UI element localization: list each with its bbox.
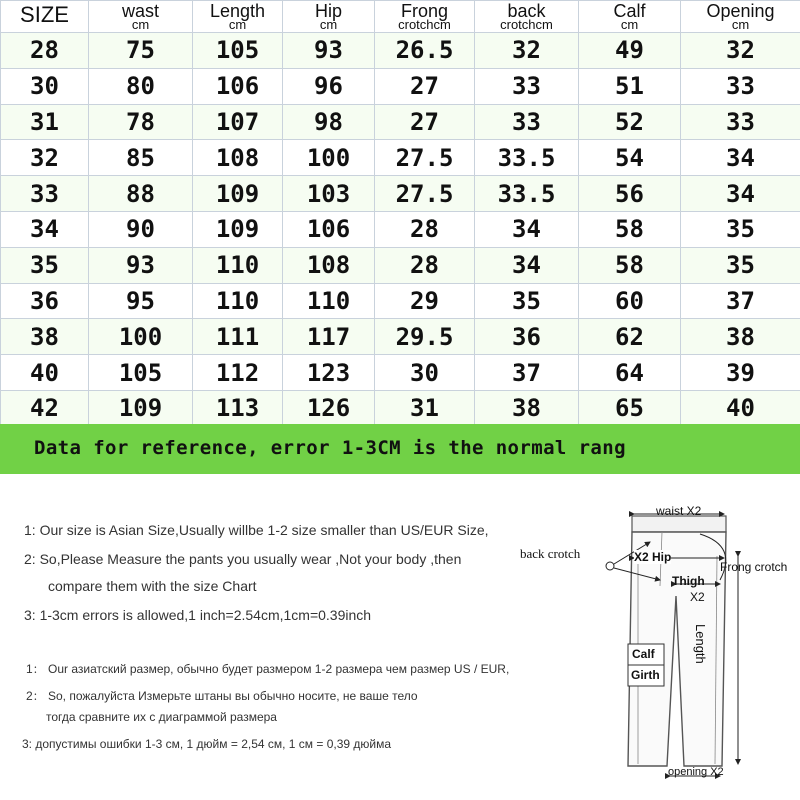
- table-cell: 26.5: [375, 33, 475, 69]
- note-ru-3: 3: допустимы ошибки 1-3 см, 1 дюйм = 2,54 см, 1 см = 0,39 дюйма: [22, 737, 392, 751]
- header-label: Calf: [613, 1, 646, 21]
- table-cell: 33.5: [475, 140, 579, 176]
- header-calf: [579, 1, 681, 33]
- table-row: [1, 247, 800, 283]
- table-header-row: [1, 1, 800, 33]
- label-opening: opening X2: [668, 766, 724, 778]
- table-cell: 111: [193, 319, 283, 355]
- note-en-1: 1: Our size is Asian Size,Usually willbe 1-2 size smaller than US/EUR Size,: [24, 522, 489, 538]
- table-cell: 36: [475, 319, 579, 355]
- table-cell: 35: [1, 247, 89, 283]
- note-en-3: 3: 1-3cm errors is allowed,1 inch=2.54cm,1cm=0.39inch: [24, 607, 372, 623]
- header-waist: [89, 1, 193, 33]
- table-cell: 32: [1, 140, 89, 176]
- back-crotch-marker: [606, 562, 614, 570]
- note-ru-2: 2： So, пожалуйста Измерьте штаны вы обычно носите, не ваше тело: [26, 689, 418, 703]
- table-cell: 103: [283, 176, 375, 212]
- table-cell: 29: [375, 283, 475, 319]
- table-cell: 28: [375, 247, 475, 283]
- label-back-crotch: back crotch: [520, 546, 581, 561]
- header-length: [193, 1, 283, 33]
- table-cell: 88: [89, 176, 193, 212]
- label-front-crotch: Frong crotch: [720, 560, 788, 574]
- table-cell: 31: [375, 390, 475, 426]
- table-cell: 109: [193, 176, 283, 212]
- reference-banner: [0, 424, 800, 474]
- table-cell: 51: [579, 68, 681, 104]
- table-cell: 109: [193, 211, 283, 247]
- table-cell: 29.5: [375, 319, 475, 355]
- waistband-shape: [632, 516, 726, 532]
- table-cell: 109: [89, 390, 193, 426]
- note-ru-1: 1： Our азиатский размер, обычно будет размером 1-2 размера чем размер US / EUR,: [26, 662, 510, 676]
- header-unit: crotchcm: [398, 17, 451, 32]
- table-cell: 28: [1, 33, 89, 69]
- header-label: wast: [121, 1, 159, 21]
- table-cell: 90: [89, 211, 193, 247]
- header-label: Hip: [314, 1, 342, 21]
- table-cell: 108: [283, 247, 375, 283]
- table-row: [1, 211, 800, 247]
- table-cell: 33: [681, 104, 800, 140]
- table-cell: 113: [193, 390, 283, 426]
- table-cell: 39: [681, 355, 800, 391]
- table-cell: 56: [579, 176, 681, 212]
- table-cell: 34: [681, 176, 800, 212]
- table-cell: 105: [193, 33, 283, 69]
- table-body: [1, 33, 800, 427]
- table-cell: 35: [681, 247, 800, 283]
- table-cell: 60: [579, 283, 681, 319]
- table-cell: 96: [283, 68, 375, 104]
- table-cell: 95: [89, 283, 193, 319]
- table-cell: 30: [375, 355, 475, 391]
- table-cell: 112: [193, 355, 283, 391]
- table-cell: 64: [579, 355, 681, 391]
- table-row: [1, 319, 800, 355]
- table-cell: 108: [193, 140, 283, 176]
- table-cell: 52: [579, 104, 681, 140]
- pants-outline-graphic: [510, 496, 800, 786]
- table-cell: 54: [579, 140, 681, 176]
- table-cell: 78: [89, 104, 193, 140]
- table-cell: 100: [283, 140, 375, 176]
- table-cell: 110: [193, 247, 283, 283]
- table-cell: 34: [681, 140, 800, 176]
- label-thigh-x2: X2: [690, 590, 705, 604]
- table-cell: 98: [283, 104, 375, 140]
- table-cell: 40: [1, 355, 89, 391]
- table-cell: 42: [1, 390, 89, 426]
- table-cell: 33: [475, 68, 579, 104]
- banner-text: Data for reference, error 1-3CM is the normal rang: [34, 437, 626, 459]
- table-cell: 126: [283, 390, 375, 426]
- header-size: [1, 1, 89, 33]
- table-cell: 28: [375, 211, 475, 247]
- table-cell: 31: [1, 104, 89, 140]
- table-cell: 106: [193, 68, 283, 104]
- table-cell: 110: [283, 283, 375, 319]
- table-cell: 34: [475, 211, 579, 247]
- table-row: [1, 33, 800, 69]
- table-cell: 33: [1, 176, 89, 212]
- header-back-crotch: [475, 1, 579, 33]
- table-cell: 100: [89, 319, 193, 355]
- table-cell: 93: [283, 33, 375, 69]
- table-row: [1, 104, 800, 140]
- table-cell: 40: [681, 390, 800, 426]
- table-cell: 85: [89, 140, 193, 176]
- label-girth: Girth: [631, 668, 660, 682]
- table-cell: 58: [579, 247, 681, 283]
- header-opening: [681, 1, 800, 33]
- table-cell: 37: [475, 355, 579, 391]
- table-cell: 37: [681, 283, 800, 319]
- label-hip: X2 Hip: [634, 550, 672, 564]
- table-cell: 27.5: [375, 176, 475, 212]
- label-length: Length: [693, 624, 708, 664]
- header-unit: cm: [228, 17, 247, 32]
- header-hip: [283, 1, 375, 33]
- header-label: Frong: [400, 1, 449, 21]
- header-unit: cm: [131, 17, 150, 32]
- label-waist: waist X2: [656, 504, 702, 518]
- table-cell: 33.5: [475, 176, 579, 212]
- table-cell: 38: [681, 319, 800, 355]
- header-label: Opening: [706, 1, 775, 21]
- table-row: [1, 390, 800, 426]
- table-row: [1, 355, 800, 391]
- table-cell: 32: [475, 33, 579, 69]
- table-cell: 34: [475, 247, 579, 283]
- header-front-crotch: [375, 1, 475, 33]
- table-cell: 30: [1, 68, 89, 104]
- table-cell: 38: [475, 390, 579, 426]
- header-unit: crotchcm: [500, 17, 553, 32]
- header-unit: cm: [620, 17, 639, 32]
- table-cell: 93: [89, 247, 193, 283]
- table-cell: 35: [681, 211, 800, 247]
- note-ru-2b: тогда сравните их с диаграммой размера: [46, 710, 277, 724]
- table-cell: 80: [89, 68, 193, 104]
- note-en-2: 2: So,Please Measure the pants you usually wear ,Not your body ,then: [24, 551, 462, 567]
- header-label: back: [507, 1, 546, 21]
- label-calf: Calf: [632, 647, 655, 661]
- table-cell: 27: [375, 104, 475, 140]
- table-cell: 106: [283, 211, 375, 247]
- table-cell: 107: [193, 104, 283, 140]
- table-cell: 58: [579, 211, 681, 247]
- table-cell: 75: [89, 33, 193, 69]
- table-cell: 27: [375, 68, 475, 104]
- table-row: [1, 68, 800, 104]
- table-cell: 36: [1, 283, 89, 319]
- header-label: SIZE: [20, 2, 69, 27]
- table-row: [1, 283, 800, 319]
- table-cell: 117: [283, 319, 375, 355]
- table-cell: 32: [681, 33, 800, 69]
- table-cell: 33: [475, 104, 579, 140]
- table-cell: 110: [193, 283, 283, 319]
- table-cell: 49: [579, 33, 681, 69]
- table-cell: 62: [579, 319, 681, 355]
- table-cell: 34: [1, 211, 89, 247]
- table-row: [1, 176, 800, 212]
- table-cell: 33: [681, 68, 800, 104]
- header-label: Length: [209, 1, 266, 21]
- table-cell: 105: [89, 355, 193, 391]
- table-row: [1, 140, 800, 176]
- note-en-2b: compare them with the size Chart: [48, 578, 257, 594]
- table-cell: 65: [579, 390, 681, 426]
- table-cell: 27.5: [375, 140, 475, 176]
- header-unit: cm: [319, 17, 338, 32]
- label-thigh: Thigh: [672, 574, 705, 588]
- pants-diagram: [510, 496, 800, 786]
- header-unit: cm: [731, 17, 750, 32]
- table-cell: 35: [475, 283, 579, 319]
- table-cell: 38: [1, 319, 89, 355]
- table-cell: 123: [283, 355, 375, 391]
